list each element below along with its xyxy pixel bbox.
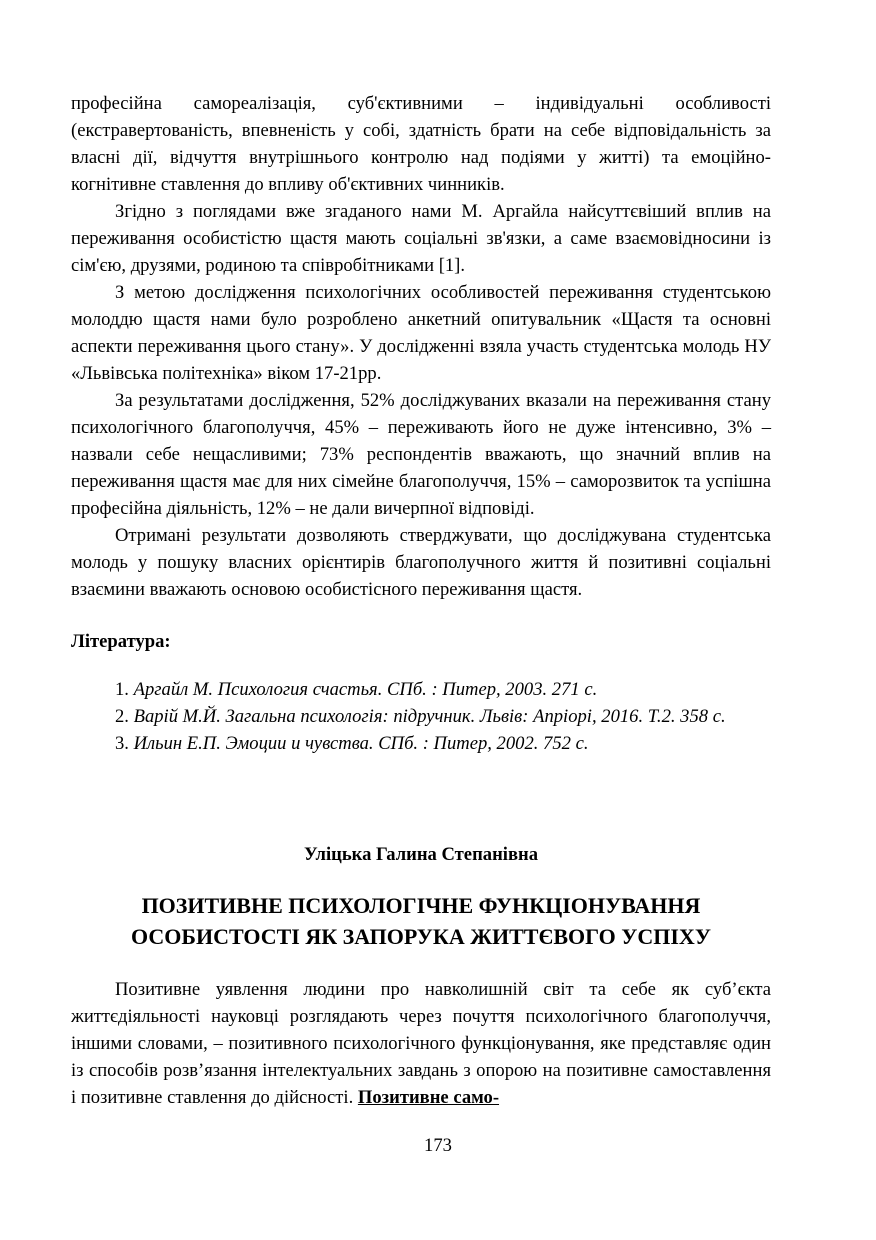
article-title (71, 890, 771, 952)
paragraph-4: За результатами дослідження, 52% досліджуваних вказали на переживання стану психологічного благополуччя, 45% – переживають його не дуже інтенсивно, 3% – назвали себе нещасливими; 73% респондентів вважають, що значний вплив на переживання щастя має для них сімейне благополуччя, 15% – саморозвиток та успішна професійна діяльність, 12% – не дали вичерпної відповіді. (71, 390, 771, 519)
intro-text: Позитивне уявлення людини про навколишній світ та себе як суб’єкта життєдіяльності науковці розглядають через почуття психологічного благополуччя, іншими словами, – позитивного психологічного функціонування, яке представляє один із способів розв’язання інтелектуальних завдань з опорою на позитивне самоставлення і позитивне ставлення до дійсності. (71, 979, 771, 1108)
paragraph-3: З метою дослідження психологічних особливостей переживання студентською молоддю щастя нами було розроблено анкетний опитувальник «Щастя та основні аспекти переживання цього стану». У дослідженні взяла участь студентська молодь НУ «Львівська політехніка» віком 17-21рр. (71, 282, 771, 384)
reference-text: Варій М.Й. Загальна психологія: підручник. Львів: Апріорі, 2016. Т.2. 358 с. (133, 706, 726, 727)
paragraph-5: Отримані результати дозволяють стверджувати, що досліджувана студентська молодь у пошуку власних орієнтирів благополучного життя й позитивні соціальні взаємини вважають основою особистісного переживання щастя. (71, 525, 771, 600)
reference-item-3 (71, 730, 771, 757)
reference-text: Аргайл М. Психология счастья. СПб. : Питер, 2003. 271 с. (133, 679, 598, 700)
page-number: 173 (424, 1135, 452, 1156)
reference-item-2 (71, 703, 771, 730)
reference-number: 1. (115, 679, 129, 700)
reference-item-1 (71, 676, 771, 703)
paragraph-1: професійна самореалізація, суб'єктивними – індивідуальні особливості (екстравертованість, впевненість у собі, здатність брати на себе відповідальність за власні дії, відчуття внутрішнього контролю над подіями у житті) та емоційно-когнітивне ставлення до впливу об'єктивних чинників. (71, 93, 771, 195)
article-author: Уліцька Галина Степанівна (303, 844, 539, 865)
reference-number: 3. (115, 733, 129, 754)
article-title-line-2: ОСОБИСТОСТІ ЯК ЗАПОРУКА ЖИТТЄВОГО УСПІХУ (131, 924, 711, 949)
literature-heading: Література: (71, 631, 171, 652)
paragraph-2: Згідно з поглядами вже згаданого нами М. Аргайла найсуттєвіший вплив на переживання особистістю щастя мають соціальні зв'язки, а саме взаємовідносини із сім'єю, друзями, родиною та співробітниками [1]. (71, 201, 771, 276)
reference-text: Ильин Е.П. Эмоции и чувства. СПб. : Питер, 2002. 752 с. (133, 733, 589, 754)
reference-list (71, 676, 771, 757)
intro-emphasis: Позитивне само- (357, 1087, 500, 1108)
reference-number: 2. (115, 706, 129, 727)
page-body (71, 90, 771, 1111)
article-intro-paragraph (71, 976, 771, 1111)
article-title-line-1: ПОЗИТИВНЕ ПСИХОЛОГІЧНЕ ФУНКЦІОНУВАННЯ (141, 893, 701, 918)
